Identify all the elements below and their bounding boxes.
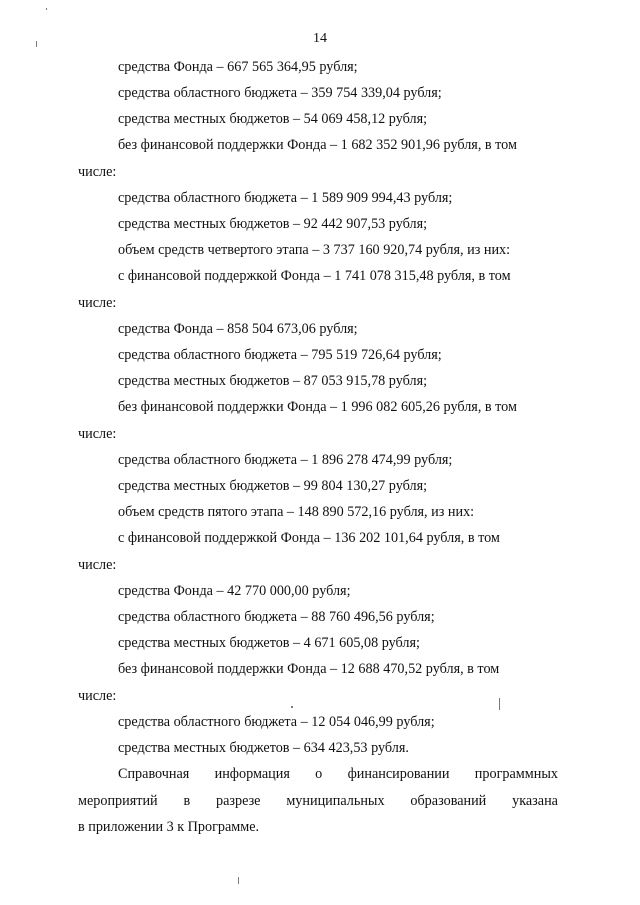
text-line: средства местных бюджетов – 87 053 915,78 рубля;: [118, 373, 428, 389]
scan-artifact: [46, 8, 47, 10]
text-line: средства областного бюджета – 1 589 909 994,43 рубля;: [118, 190, 453, 206]
text-line: средства Фонда – 42 770 000,00 рубля;: [118, 583, 351, 599]
word: образований: [410, 793, 487, 809]
text-line: средства областного бюджета – 12 054 046,99 рубля;: [118, 714, 435, 730]
text-line: средства местных бюджетов – 4 671 605,08 рубля;: [118, 635, 420, 651]
scan-artifact: [238, 877, 239, 884]
text-line: средства Фонда – 667 565 364,95 рубля;: [118, 59, 358, 75]
text-line: с финансовой поддержкой Фонда – 1 741 078 315,48 рубля, в том: [118, 268, 511, 284]
text-line: средства местных бюджетов – 99 804 130,27 рубля;: [118, 478, 428, 494]
word: программных: [474, 766, 558, 782]
word: в: [183, 793, 191, 809]
word: разрезе: [216, 793, 261, 809]
word: финансировании: [347, 766, 450, 782]
text-line: средства Фонда – 858 504 673,06 рубля;: [118, 321, 358, 337]
text-line: средства областного бюджета – 88 760 496,56 рубля;: [118, 609, 435, 625]
word: информация: [214, 766, 290, 782]
text-line: средства местных бюджетов – 634 423,53 рубля.: [118, 740, 409, 756]
word: муниципальных: [286, 793, 385, 809]
text-line: средства местных бюджетов – 54 069 458,12 рубля;: [118, 111, 428, 127]
text-line: числе:: [78, 295, 117, 311]
word: Справочная: [118, 766, 190, 782]
scan-artifact: [291, 706, 293, 708]
text-line: числе:: [78, 426, 117, 442]
text-line: средства областного бюджета – 1 896 278 474,99 рубля;: [118, 452, 453, 468]
closing-paragraph-line-1: [118, 765, 558, 783]
text-line: с финансовой поддержкой Фонда – 136 202 101,64 рубля, в том: [118, 530, 500, 546]
closing-paragraph-line-3: в приложении 3 к Программе.: [78, 819, 260, 835]
text-line: средства областного бюджета – 359 754 339,04 рубля;: [118, 85, 442, 101]
word: о: [315, 766, 323, 782]
text-line: объем средств пятого этапа – 148 890 572,16 рубля, из них:: [118, 504, 475, 520]
scan-artifact: [499, 698, 500, 710]
text-line: без финансовой поддержки Фонда – 1 682 352 901,96 рубля, в том: [118, 137, 517, 153]
text-line: числе:: [78, 557, 117, 573]
text-line: числе:: [78, 164, 117, 180]
text-line: без финансовой поддержки Фонда – 1 996 082 605,26 рубля, в том: [118, 399, 517, 415]
text-line: объем средств четвертого этапа – 3 737 160 920,74 рубля, из них:: [118, 242, 511, 258]
word: указана: [512, 793, 558, 809]
closing-paragraph-line-2: [78, 792, 558, 810]
scan-artifact: [36, 41, 37, 47]
page-number: 14: [313, 31, 327, 46]
text-line: средства областного бюджета – 795 519 726,64 рубля;: [118, 347, 442, 363]
word: мероприятий: [78, 793, 158, 809]
text-line: числе:: [78, 688, 117, 704]
text-line: без финансовой поддержки Фонда – 12 688 470,52 рубля, в том: [118, 661, 500, 677]
text-line: средства местных бюджетов – 92 442 907,53 рубля;: [118, 216, 428, 232]
